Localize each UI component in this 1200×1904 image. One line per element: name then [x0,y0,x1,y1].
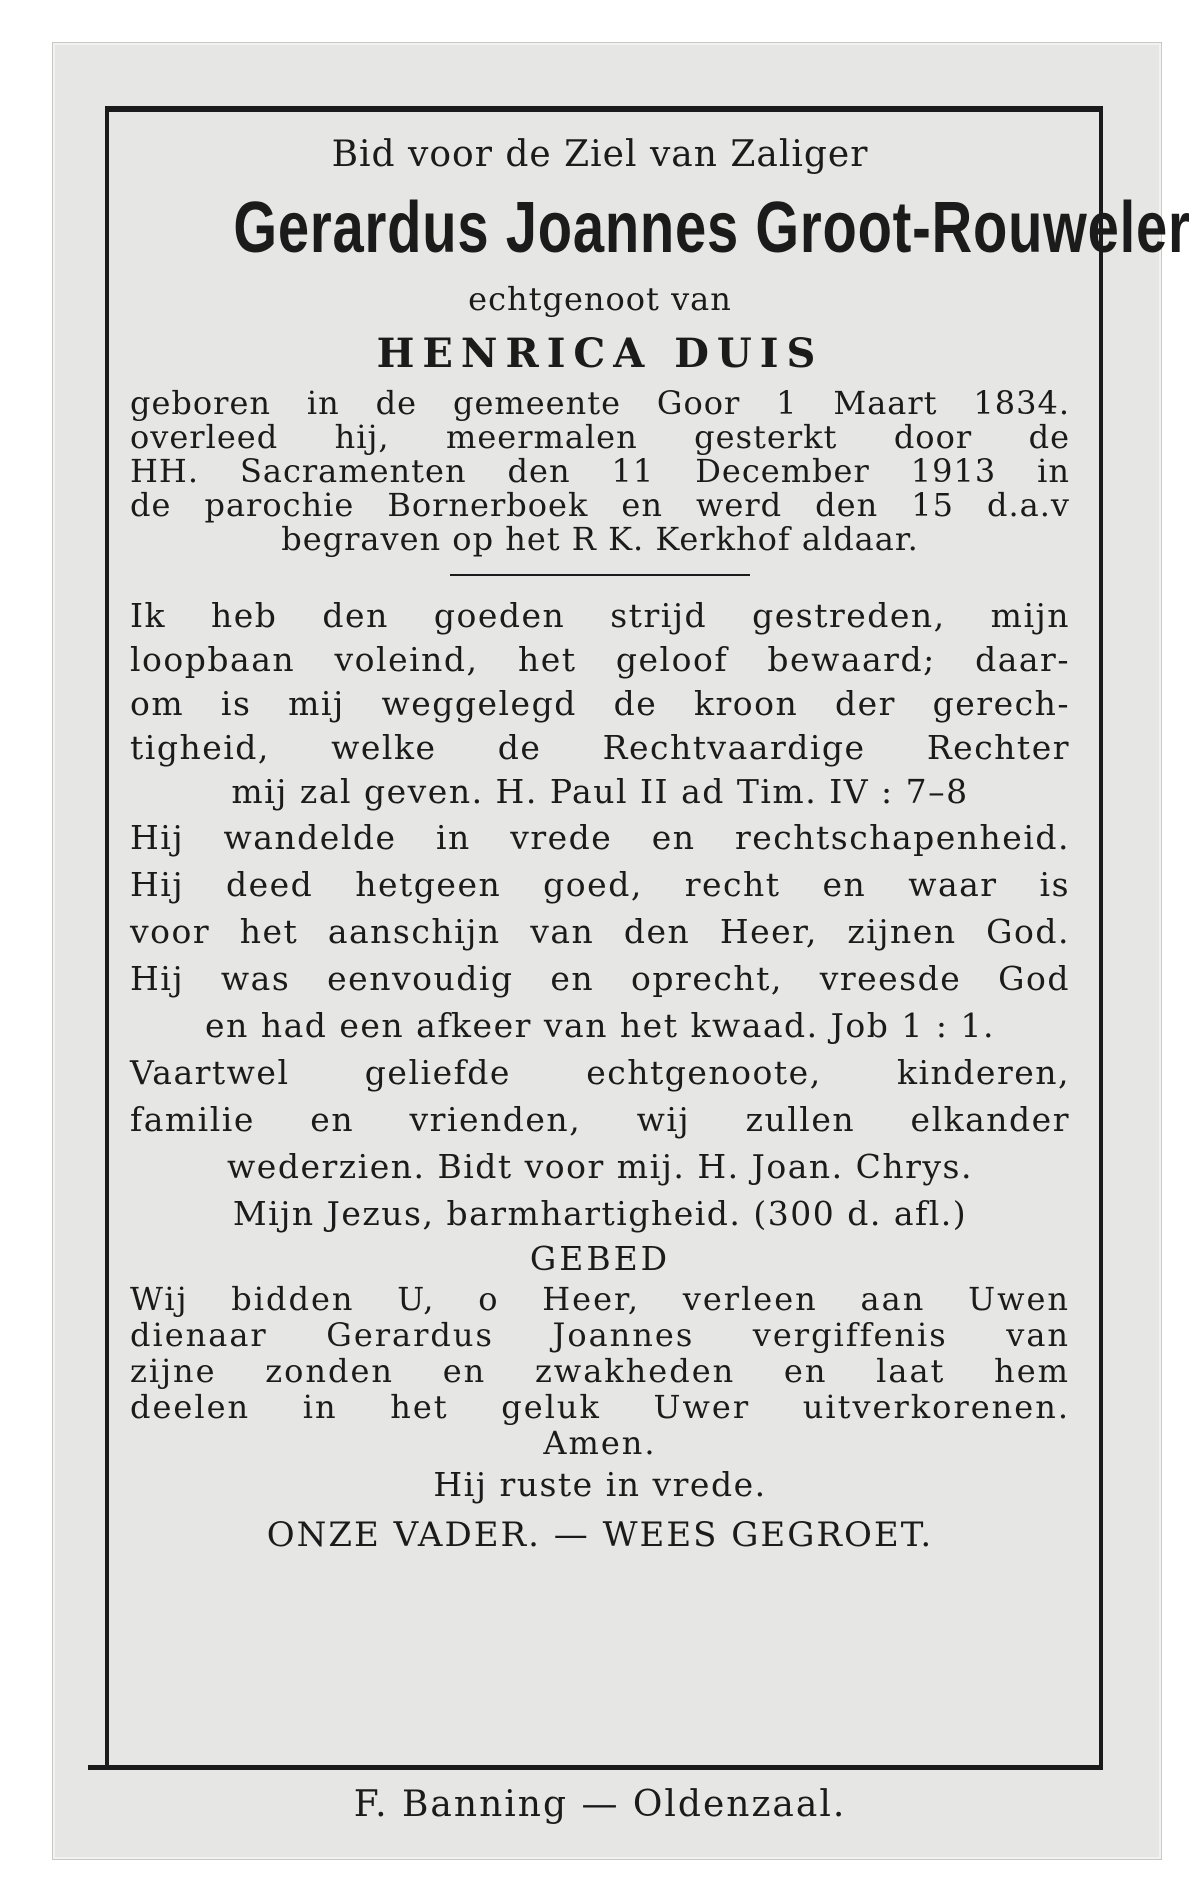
text-line: Hij deed hetgeen goed, recht en waar is [130,865,1070,904]
text-line: wederzien. Bidt voor mij. H. Joan. Chrys. [227,1147,973,1186]
prayer-request-heading: Bid voor de Ziel van Zaliger [331,134,869,175]
text-line: familie en vrienden, wij zullen elkander [130,1100,1070,1139]
text-line: geboren in de gemeente Goor 1 Maart 1834. [130,384,1070,422]
scripture-paragraph [130,594,1070,814]
text-line: Ik heb den goeden strijd gestreden, mijn [130,596,1070,635]
section-divider [450,574,750,576]
text-line: Vaartwel geliefde echtgenoote, kinderen, [130,1053,1070,1092]
text-line: Wij bidden U, o Heer, verleen aan Uwen [130,1280,1070,1318]
text-line: om is mij weggelegd de kroon der gerech- [130,684,1070,723]
text-line: dienaar Gerardus Joannes vergiffenis van [130,1316,1070,1354]
text-line: Hij wandelde in vrede en rechtschapenheid. [130,818,1070,857]
card-content [130,130,1191,1561]
text-line: de parochie Bornerboek en werd den 15 d.a.v [130,486,1070,524]
text-line: tigheid, welke de Rechtvaardige Rechter [130,728,1070,767]
text-line: overleed hij, meermalen gesterkt door de [130,418,1070,456]
text-line: loopbaan voleind, het geloof bewaard; daar- [130,640,1070,679]
text-line: en had een afkeer van het kwaad. Job 1 : 1. [205,1006,995,1045]
text-line: mij zal geven. H. Paul II ad Tim. IV : 7–8 [231,772,969,811]
deceased-name: Gerardus Joannes Groot-Rouweler [233,188,1191,268]
text-line: voor het aanschijn van den Heer, zijnen God. [130,912,1070,951]
text-line: deelen in het geluk Uwer uitverkorenen. [130,1388,1070,1426]
birth-death-paragraph [130,386,1070,556]
prayer-title: GEBED [529,1239,671,1278]
rest-in-peace-text: Hij ruste in vrede. [433,1465,767,1504]
printer-imprint: F. Banning — Oldenzaal. [353,1784,847,1825]
virtues-paragraph [130,814,1070,1237]
text-line: zijne zonden en zwakheden en laat hem [130,1352,1070,1390]
spouse-name: HENRICA DUIS [376,330,824,377]
relation-label: echtgenoot van [468,280,732,318]
text-line: Mijn Jezus, barmhartigheid. (300 d. afl.) [232,1194,968,1233]
closing-prayers: ONZE VADER. — WEES GEGROET. [266,1515,934,1555]
text-line: begraven op het R K. Kerkhof aldaar. [281,520,919,558]
text-line: Hij was eenvoudig en oprecht, vreesde God [130,959,1070,998]
amen-text: Amen. [543,1424,657,1462]
text-line: HH. Sacramenten den 11 December 1913 in [130,452,1070,490]
prayer-paragraph [130,1281,1070,1425]
bottom-rule [88,1765,1100,1770]
